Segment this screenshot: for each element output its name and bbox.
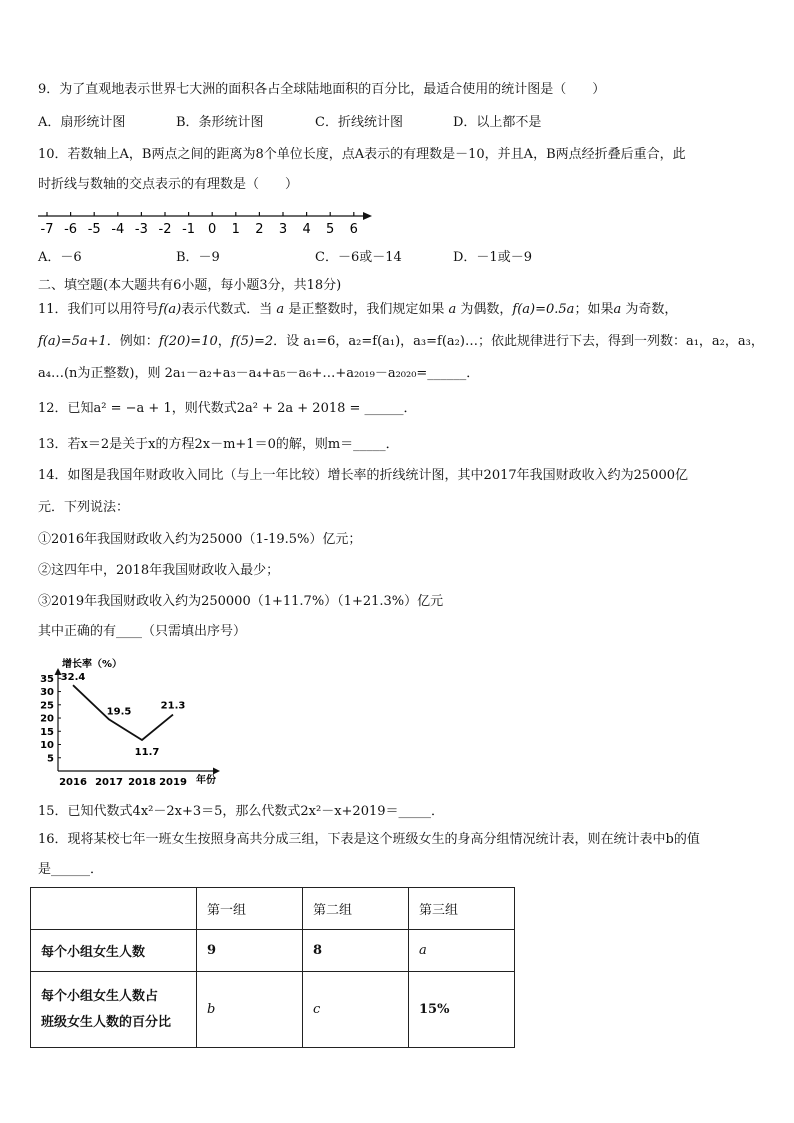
section-fill-in-blank-heading: 二、填空题(本大题共有6小题，每小题3分，共18分) <box>38 278 342 293</box>
q11-sequence-def: ．设 a₁=6，a₂=f(a₁)，a₃=f(a₂)…；依此规律进行下去，得到一列数：a₁，a₂，a₃， <box>273 334 764 349</box>
q14-line2: 元．下列说法： <box>38 500 130 515</box>
table-cell: c <box>303 972 409 1048</box>
q11-text: ， <box>217 334 231 349</box>
number-line-label: 5 <box>326 222 335 237</box>
chart-y-axis-label: 增长率（%） <box>62 659 123 670</box>
table-cell: a <box>409 930 515 972</box>
q14-statement-2: ②这四年中，2018年我国财政收入最少； <box>38 563 280 578</box>
chart-y-tick-label: 25 <box>40 700 54 712</box>
chart-x-tick-label: 2016 <box>59 777 87 788</box>
table-header-cell: 第一组 <box>197 888 303 930</box>
table-row <box>31 930 515 972</box>
table-row <box>31 888 515 930</box>
q10-option-a: A．－6 <box>38 250 82 265</box>
q11-line2 <box>38 333 764 351</box>
chart-x-arrow <box>213 768 220 775</box>
number-line-label: 2 <box>255 222 264 237</box>
q11-fa: f(a) <box>158 302 182 317</box>
table-cell-label-line2: 班级女生人数的百分比 <box>41 1014 172 1030</box>
number-line-label: 1 <box>231 222 240 237</box>
q11-rule-odd: f(a)=5a+1 <box>38 334 107 349</box>
q14-answer-line: 其中正确的有____（只需填出序号） <box>38 624 247 639</box>
number-line-label: -2 <box>158 222 172 237</box>
table-cell: 每个小组女生人数 <box>31 930 197 972</box>
q11-text: 11．我们可以用符号 <box>38 302 159 317</box>
q13: 13．若x＝2是关于x的方程2x－m+1＝0的解，则m＝_____． <box>38 437 399 452</box>
q11-text: ．例如： <box>106 334 159 349</box>
chart-y-tick-label: 30 <box>40 687 54 699</box>
q11-var-a: a <box>613 302 622 317</box>
q14-line1: 14．如图是我国年财政收入同比（与上一年比较）增长率的折线统计图，其中2017年我国财政收入约为25000亿 <box>38 468 688 483</box>
number-line-arrow <box>363 212 372 220</box>
chart-x-tick-label: 2018 <box>128 777 156 788</box>
chart-data-label: 19.5 <box>106 706 132 718</box>
table-row <box>31 972 515 1048</box>
chart-x-axis-label: 年份 <box>196 775 216 786</box>
chart-y-tick-label: 5 <box>47 753 54 765</box>
q11-line3: a₄…(n为正整数)，则 2a₁－a₂+a₃－a₄+a₅－a₆+…+a₂₀₁₉－a₂₀₂₀=______． <box>38 366 480 381</box>
chart-x-ticks <box>59 777 187 788</box>
table-cell: b <box>197 972 303 1048</box>
number-line-label: 0 <box>208 222 217 237</box>
q11-text: 是正整数时，我们规定如果 <box>288 302 445 317</box>
q10-option-c: C．－6或－14 <box>315 250 402 265</box>
number-line-label: -4 <box>111 222 125 237</box>
q9-option-d: D．以上都不是 <box>453 115 542 130</box>
q16-line1: 16．现将某校七年一班女生按照身高共分成三组，下表是这个班级女生的身高分组情况统计表，则在统计表中b的值 <box>38 832 700 847</box>
q11-var-a: a <box>448 302 457 317</box>
q11-line1 <box>38 301 677 319</box>
q9-option-b: B．条形统计图 <box>176 115 264 130</box>
table-header-cell <box>31 888 197 930</box>
table-cell: 15% <box>409 972 515 1048</box>
q11-example1: f(20)=10 <box>158 334 218 349</box>
chart-value-labels <box>61 672 186 758</box>
number-line-label: 4 <box>302 222 311 237</box>
table-cell: 9 <box>197 930 303 972</box>
number-line-label: -7 <box>40 222 54 237</box>
q11-rule-even: f(a)=0.5a <box>512 302 575 317</box>
number-line-label: 3 <box>278 222 288 237</box>
q15: 15．已知代数式4x²－2x+3＝5，那么代数式2x²－x+2019＝_____． <box>38 804 445 819</box>
growth-rate-line-chart <box>38 655 238 790</box>
chart-data-label: 21.3 <box>160 700 186 712</box>
q11-var-a: a <box>276 302 285 317</box>
number-line-label: -1 <box>182 222 196 237</box>
q16-height-table <box>30 887 515 1048</box>
q11-text: 表示代数式．当 <box>181 302 273 317</box>
q10-stem-line2: 时折线与数轴的交点表示的有理数是（ ） <box>38 177 299 192</box>
number-line-ticks <box>47 212 354 216</box>
q10-option-d: D．－1或－9 <box>453 250 532 265</box>
q11-text: 为偶数， <box>460 302 513 317</box>
q12: 12．已知a² = −a + 1，则代数式2a² + 2a + 2018 = ______． <box>38 401 417 416</box>
chart-y-tick-label: 35 <box>40 673 54 685</box>
table-cell-label-line1: 每个小组女生人数占 <box>41 988 159 1004</box>
chart-x-tick-label: 2019 <box>159 777 187 788</box>
table-header-cell: 第三组 <box>409 888 515 930</box>
q9-stem: 9．为了直观地表示世界七大洲的面积各占全球陆地面积的百分比，最适合使用的统计图是（ ） <box>38 82 606 97</box>
chart-y-tick-label: 10 <box>40 740 54 752</box>
q14-statement-1: ①2016年我国财政收入约为25000（1-19.5%）亿元； <box>38 532 362 547</box>
chart-y-tick-label: 20 <box>40 713 54 725</box>
q16-line2: 是______． <box>38 862 104 877</box>
q14-statement-3: ③2019年我国财政收入约为250000（1+11.7%）（1+21.3%）亿元 <box>38 594 444 609</box>
number-line-label: -6 <box>64 222 78 237</box>
number-line-label: 6 <box>349 222 358 237</box>
q11-text: ；如果 <box>574 302 614 317</box>
q9-option-a: A．扇形统计图 <box>38 115 126 130</box>
table-cell <box>31 972 197 1048</box>
q9-option-c: C．折线统计图 <box>315 115 403 130</box>
q10-option-b: B．－9 <box>176 250 220 265</box>
table-cell: 8 <box>303 930 409 972</box>
q10-stem-line1: 10．若数轴上A，B两点之间的距离为8个单位长度，点A表示的有理数是－10，并且A，B两点经折叠后重合，此 <box>38 147 686 162</box>
number-line-label: -3 <box>134 222 148 237</box>
chart-data-label: 11.7 <box>134 747 160 759</box>
chart-data-label: 32.4 <box>60 672 86 684</box>
number-line-labels <box>41 222 358 237</box>
number-line-label: -5 <box>87 222 101 237</box>
q11-example2: f(5)=2 <box>230 334 274 349</box>
chart-y-tick-label: 15 <box>40 726 54 738</box>
q11-text: 为奇数， <box>625 302 678 317</box>
chart-x-tick-label: 2017 <box>95 777 123 788</box>
table-header-cell: 第二组 <box>303 888 409 930</box>
